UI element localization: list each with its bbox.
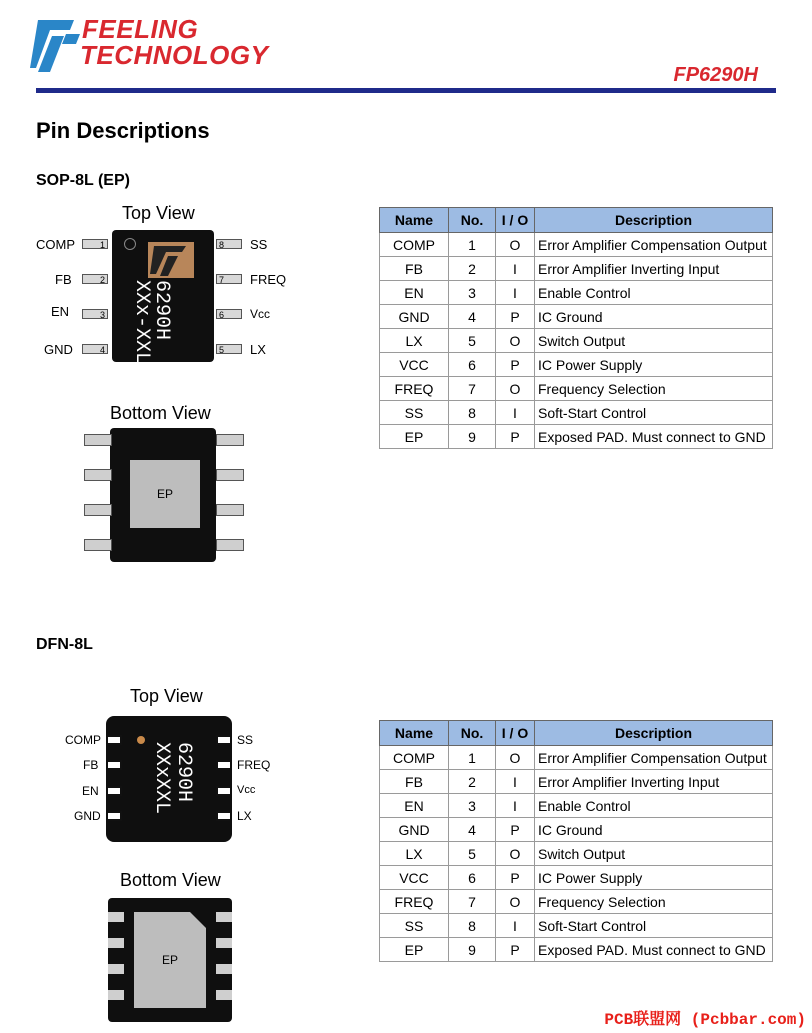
cell-desc: Error Amplifier Compensation Output	[535, 233, 773, 257]
cell-name: COMP	[380, 746, 449, 770]
cell-io: O	[496, 842, 535, 866]
table-row	[380, 281, 773, 305]
table-row	[380, 353, 773, 377]
dfn-pin-label-fb: FB	[83, 758, 99, 772]
dfn-package-title: DFN-8L	[36, 636, 93, 653]
sop-marking-line2: XXx-XXL	[130, 280, 153, 365]
dfn-bottom-lead	[216, 964, 232, 974]
cell-name: EP	[380, 938, 449, 962]
sop-lead-8: 8	[216, 239, 242, 249]
cell-name: VCC	[380, 866, 449, 890]
table-row	[380, 329, 773, 353]
sop-exposed-pad: EP	[130, 460, 200, 528]
dfn-bottom-lead	[108, 990, 124, 1000]
cell-name: FB	[380, 257, 449, 281]
cell-name: EP	[380, 425, 449, 449]
cell-io: I	[496, 401, 535, 425]
dfn-pin-label-en: EN	[82, 784, 99, 798]
cell-desc: Switch Output	[535, 329, 773, 353]
sop-top-view-title: Top View	[122, 203, 195, 223]
table-row	[380, 257, 773, 281]
table-row	[380, 401, 773, 425]
cell-io: I	[496, 281, 535, 305]
part-number: FP6290H	[673, 64, 758, 86]
col-header-no: No.	[449, 721, 496, 746]
dfn-bottom-lead	[108, 938, 124, 948]
cell-no: 8	[449, 401, 496, 425]
col-header-name: Name	[380, 208, 449, 233]
col-header-description: Description	[535, 208, 773, 233]
sop-pin-label-lx: LX	[250, 342, 266, 357]
dfn-lead	[216, 811, 230, 821]
table-row	[380, 866, 773, 890]
table-row	[380, 914, 773, 938]
sop-pin-table	[379, 207, 773, 449]
cell-io: P	[496, 866, 535, 890]
cell-desc: Enable Control	[535, 281, 773, 305]
cell-no: 5	[449, 329, 496, 353]
sop-pin-label-fb: FB	[55, 272, 72, 287]
dfn-bottom-lead	[108, 964, 124, 974]
table-row	[380, 770, 773, 794]
cell-name: SS	[380, 914, 449, 938]
cell-name: FREQ	[380, 890, 449, 914]
cell-name: SS	[380, 401, 449, 425]
cell-desc: Error Amplifier Inverting Input	[535, 257, 773, 281]
cell-name: LX	[380, 842, 449, 866]
cell-no: 3	[449, 794, 496, 818]
cell-name: GND	[380, 305, 449, 329]
sop-pin-label-comp: COMP	[36, 237, 75, 252]
table-row	[380, 305, 773, 329]
cell-no: 2	[449, 257, 496, 281]
cell-name: FB	[380, 770, 449, 794]
cell-no: 6	[449, 866, 496, 890]
logo-chip-icon	[148, 242, 194, 278]
table-row	[380, 746, 773, 770]
dfn-lead	[216, 735, 230, 745]
table-row	[380, 233, 773, 257]
cell-io: O	[496, 746, 535, 770]
cell-no: 1	[449, 746, 496, 770]
company-logo	[30, 14, 290, 76]
cell-desc: Exposed PAD. Must connect to GND	[535, 425, 773, 449]
dfn-bottom-lead	[216, 912, 232, 922]
sop-bottom-lead	[84, 469, 112, 481]
cell-no: 9	[449, 425, 496, 449]
sop-lead-4: 4	[82, 344, 108, 354]
cell-name: GND	[380, 818, 449, 842]
sop-bottom-lead	[84, 434, 112, 446]
cell-no: 7	[449, 377, 496, 401]
dfn-lead	[216, 786, 230, 796]
dfn-pin-table	[379, 720, 773, 962]
dfn-marking-line1: 6290H	[172, 742, 195, 803]
sop-bottom-lead	[84, 504, 112, 516]
sop-package-title: SOP-8L (EP)	[36, 172, 130, 189]
cell-desc: Exposed PAD. Must connect to GND	[535, 938, 773, 962]
cell-name: FREQ	[380, 377, 449, 401]
cell-io: I	[496, 257, 535, 281]
cell-no: 3	[449, 281, 496, 305]
cell-desc: Frequency Selection	[535, 890, 773, 914]
table-row	[380, 842, 773, 866]
col-header-io: I / O	[496, 721, 535, 746]
dfn-lead	[108, 786, 122, 796]
sop-top-view-diagram	[36, 228, 316, 368]
cell-name: EN	[380, 281, 449, 305]
cell-name: LX	[380, 329, 449, 353]
dfn-lead	[108, 811, 122, 821]
sop-bottom-lead	[216, 539, 244, 551]
dfn-pin-label-gnd: GND	[74, 809, 101, 823]
pin1-dot-icon	[124, 238, 136, 250]
dfn-bottom-lead	[108, 912, 124, 922]
cell-name: EN	[380, 794, 449, 818]
sop-lead-2: 2	[82, 274, 108, 284]
cell-io: O	[496, 377, 535, 401]
cell-io: I	[496, 794, 535, 818]
sop-lead-6: 6	[216, 309, 242, 319]
dfn-marking-line2: XXxXXL	[150, 742, 173, 815]
cell-desc: Soft-Start Control	[535, 914, 773, 938]
dfn-bottom-lead	[216, 990, 232, 1000]
cell-io: I	[496, 770, 535, 794]
cell-io: P	[496, 353, 535, 377]
cell-no: 8	[449, 914, 496, 938]
cell-desc: IC Power Supply	[535, 353, 773, 377]
cell-name: COMP	[380, 233, 449, 257]
cell-no: 4	[449, 818, 496, 842]
sop-bottom-lead	[216, 434, 244, 446]
cell-io: P	[496, 425, 535, 449]
cell-name: VCC	[380, 353, 449, 377]
cell-no: 7	[449, 890, 496, 914]
dfn-bottom-lead	[216, 938, 232, 948]
sop-bottom-view-diagram	[84, 428, 248, 563]
cell-desc: IC Power Supply	[535, 866, 773, 890]
sop-lead-5: 5	[216, 344, 242, 354]
logo-text-line2: TECHNOLOGY	[80, 40, 269, 70]
dfn-pin-label-comp: COMP	[65, 733, 101, 747]
dfn-lead	[108, 735, 122, 745]
cell-desc: Soft-Start Control	[535, 401, 773, 425]
cell-io: I	[496, 914, 535, 938]
cell-no: 2	[449, 770, 496, 794]
dfn-bottom-view-title: Bottom View	[120, 870, 221, 890]
cell-io: O	[496, 329, 535, 353]
page-title: Pin Descriptions	[36, 118, 210, 143]
cell-io: P	[496, 305, 535, 329]
table-row	[380, 425, 773, 449]
cell-desc: Error Amplifier Inverting Input	[535, 770, 773, 794]
dfn-pin-label-freq: FREQ	[237, 758, 271, 772]
dfn-pin-label-lx: LX	[237, 809, 252, 823]
cell-io: P	[496, 938, 535, 962]
cell-no: 9	[449, 938, 496, 962]
dfn-exposed-pad-label: EP	[161, 953, 178, 967]
sop-pin-label-ss: SS	[250, 237, 268, 252]
sop-bottom-lead	[216, 504, 244, 516]
col-header-name: Name	[380, 721, 449, 746]
sop-pin-label-gnd: GND	[44, 342, 73, 357]
sop-lead-7: 7	[216, 274, 242, 284]
sop-lead-3: 3	[82, 309, 108, 319]
table-row	[380, 818, 773, 842]
cell-io: O	[496, 890, 535, 914]
sop-pin-label-freq: FREQ	[250, 272, 287, 287]
dfn-pin-label-ss: SS	[237, 733, 254, 747]
table-row	[380, 938, 773, 962]
header-divider	[36, 88, 776, 93]
table-row	[380, 377, 773, 401]
table-header-row	[380, 721, 773, 746]
table-header-row	[380, 208, 773, 233]
dfn-top-view-diagram	[60, 716, 300, 844]
table-row	[380, 890, 773, 914]
col-header-io: I / O	[496, 208, 535, 233]
cell-desc: Switch Output	[535, 842, 773, 866]
sop-bottom-view-title: Bottom View	[110, 403, 211, 423]
sop-marking-line1: 6290H	[150, 280, 173, 341]
sop-pin-label-vcc: Vcc	[250, 307, 271, 321]
cell-desc: Error Amplifier Compensation Output	[535, 746, 773, 770]
cell-no: 4	[449, 305, 496, 329]
cell-io: O	[496, 233, 535, 257]
dfn-bottom-view-diagram	[108, 898, 232, 1022]
cell-desc: IC Ground	[535, 818, 773, 842]
pin1-dot-icon	[137, 736, 145, 744]
sop-pin-label-en: EN	[51, 304, 70, 319]
col-header-description: Description	[535, 721, 773, 746]
cell-desc: IC Ground	[535, 305, 773, 329]
sop-lead-1: 1	[82, 239, 108, 249]
dfn-lead	[108, 760, 122, 770]
cell-no: 1	[449, 233, 496, 257]
cell-io: P	[496, 818, 535, 842]
dfn-pin-label-vcc: Vcc	[237, 784, 256, 796]
cell-no: 6	[449, 353, 496, 377]
sop-bottom-lead	[216, 469, 244, 481]
dfn-top-view-title: Top View	[130, 686, 203, 706]
cell-desc: Enable Control	[535, 794, 773, 818]
table-row	[380, 794, 773, 818]
cell-no: 5	[449, 842, 496, 866]
dfn-lead	[216, 760, 230, 770]
col-header-no: No.	[449, 208, 496, 233]
logo-text-line1: FEELING	[82, 14, 199, 44]
watermark-text: PCB联盟网 (Pcbbar.com)	[604, 1011, 806, 1029]
cell-desc: Frequency Selection	[535, 377, 773, 401]
sop-bottom-lead	[84, 539, 112, 551]
